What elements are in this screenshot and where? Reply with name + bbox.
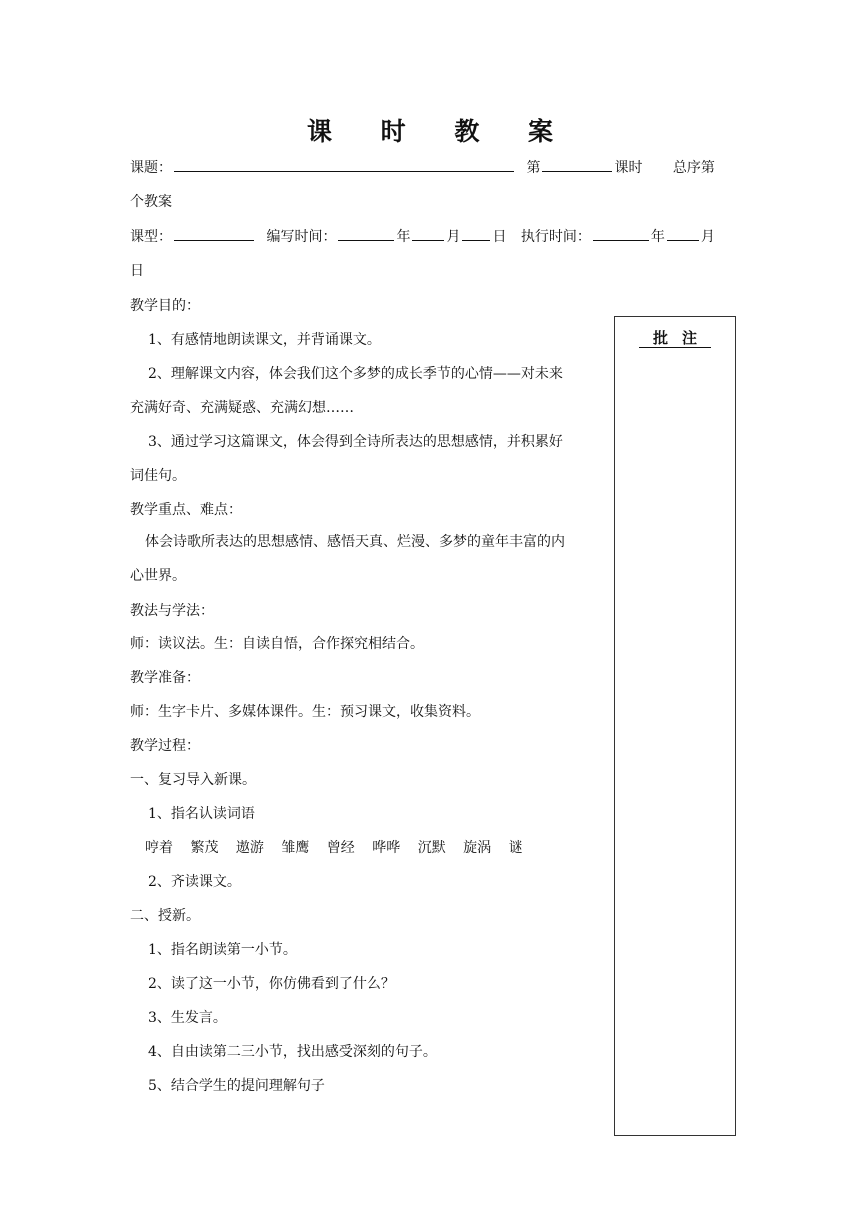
step-1-item-2: 2、齐读课文。 bbox=[148, 874, 241, 890]
objective-1: 1、有感情地朗读课文，并背诵课文。 bbox=[148, 332, 381, 348]
vocab-word: 繁茂 bbox=[190, 840, 219, 856]
step-2-item-5: 5、结合学生的提问理解句子 bbox=[148, 1078, 325, 1094]
objective-3-line-2: 词佳句。 bbox=[130, 468, 186, 484]
exec-time-label: 执行时间： bbox=[520, 229, 591, 245]
topic-blank[interactable] bbox=[174, 157, 514, 172]
write-month-blank[interactable] bbox=[412, 226, 444, 241]
method-heading: 教法与学法： bbox=[130, 603, 214, 619]
step-2-item-3: 3、生发言。 bbox=[148, 1010, 227, 1026]
objectives-heading: 教学目的： bbox=[130, 298, 200, 314]
write-day-label: 日 bbox=[492, 229, 507, 245]
step-1-heading: 一、复习导入新课。 bbox=[130, 772, 256, 788]
page-title: 课 时 教 案 bbox=[306, 117, 574, 146]
write-day-blank[interactable] bbox=[462, 226, 490, 241]
annotation-box[interactable] bbox=[614, 316, 736, 1136]
type-blank[interactable] bbox=[174, 226, 254, 241]
objective-2-line-1: 2、理解课文内容，体会我们这个多梦的成长季节的心情——对未来 bbox=[148, 366, 563, 382]
step-2-heading: 二、授新。 bbox=[130, 908, 200, 924]
vocab-word: 谜 bbox=[508, 840, 523, 856]
total-label: 总序第 bbox=[672, 160, 715, 176]
total-suffix: 个教案 bbox=[130, 194, 172, 210]
objective-3-line-1: 3、通过学习这篇课文，体会得到全诗所表达的思想感情，并积累好 bbox=[148, 434, 563, 450]
write-time-label: 编写时间： bbox=[266, 229, 337, 245]
exec-year-label: 年 bbox=[650, 229, 665, 245]
step-2-item-1: 1、指名朗读第一小节。 bbox=[148, 942, 297, 958]
vocab-word: 哼着 bbox=[145, 840, 173, 856]
process-heading: 教学过程： bbox=[130, 738, 200, 754]
vocab-word: 哗哗 bbox=[372, 840, 401, 856]
key-points-line-2: 心世界。 bbox=[130, 568, 186, 584]
write-month-label: 月 bbox=[446, 229, 461, 245]
key-points-line-1: 体会诗歌所表达的思想感情、感悟天真、烂漫、多梦的童年丰富的内 bbox=[145, 534, 565, 550]
step-1-item-1: 1、指名认读词语 bbox=[148, 806, 255, 822]
vocab-word: 雏鹰 bbox=[281, 840, 310, 856]
lesson-number-blank[interactable] bbox=[542, 157, 612, 172]
method-text: 师：读议法。生：自读自悟，合作探究相结合。 bbox=[130, 636, 424, 652]
lesson-suffix: 课时 bbox=[614, 160, 643, 176]
annotation-title: 批注 bbox=[639, 329, 711, 348]
exec-year-blank[interactable] bbox=[593, 226, 649, 241]
step-2-item-2: 2、读了这一小节，你仿佛看到了什么？ bbox=[148, 976, 395, 992]
exec-month-label: 月 bbox=[700, 229, 715, 245]
vocabulary-list bbox=[145, 837, 536, 857]
topic-label: 课题： bbox=[130, 160, 172, 176]
lesson-prefix: 第 bbox=[526, 160, 541, 176]
vocab-word: 曾经 bbox=[326, 840, 355, 856]
write-year-label: 年 bbox=[396, 229, 411, 245]
step-2-item-4: 4、自由读第二三小节，找出感受深刻的句子。 bbox=[148, 1044, 437, 1060]
type-label: 课型： bbox=[130, 229, 172, 245]
vocab-word: 沉默 bbox=[417, 840, 446, 856]
preparation-text: 师：生字卡片、多媒体课件。生：预习课文，收集资料。 bbox=[130, 704, 480, 720]
exec-month-blank[interactable] bbox=[667, 226, 699, 241]
vocab-word: 旋涡 bbox=[463, 840, 492, 856]
objective-2-line-2: 充满好奇、充满疑惑、充满幻想…… bbox=[130, 400, 354, 416]
exec-day-label: 日 bbox=[130, 263, 144, 279]
preparation-heading: 教学准备： bbox=[130, 670, 200, 686]
topic-line bbox=[130, 157, 715, 177]
type-time-line bbox=[130, 226, 715, 246]
write-year-blank[interactable] bbox=[338, 226, 394, 241]
vocab-word: 遨游 bbox=[235, 840, 264, 856]
key-points-heading: 教学重点、难点： bbox=[130, 502, 242, 518]
